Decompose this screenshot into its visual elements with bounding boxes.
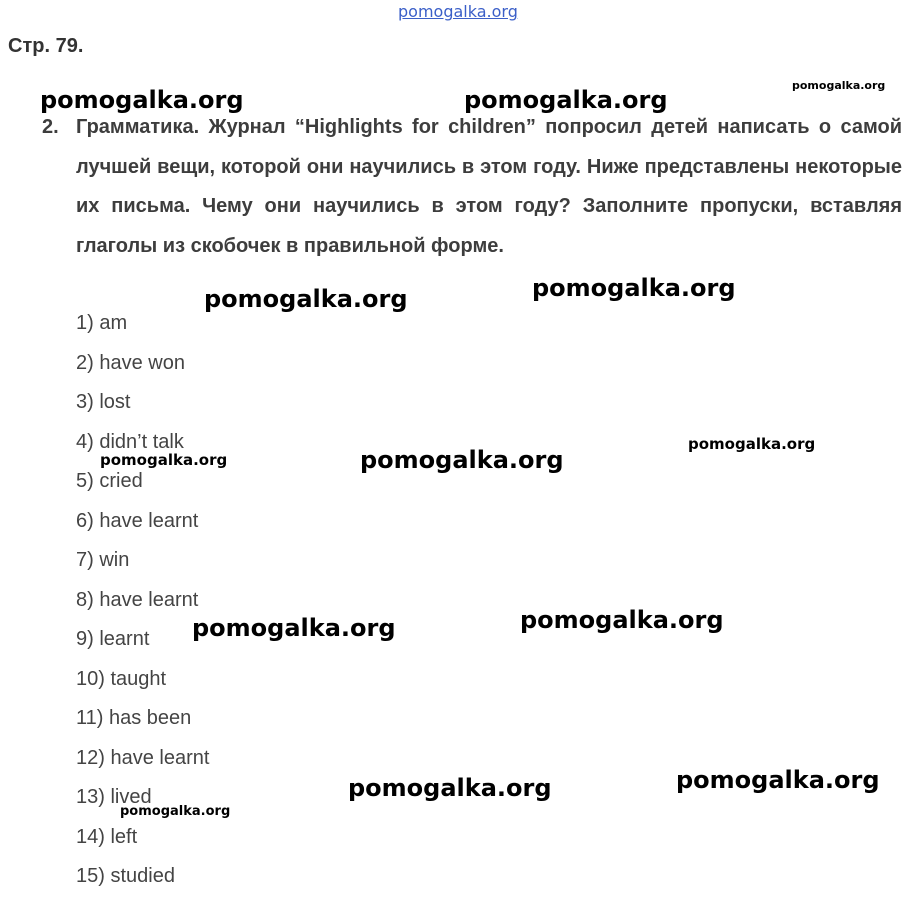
watermark: pomogalka.org	[464, 86, 668, 114]
answer-item: 8) have learnt	[76, 588, 199, 611]
task-number: 2.	[42, 116, 59, 138]
watermark: pomogalka.org	[348, 774, 552, 802]
answer-item: 3) lost	[76, 391, 131, 413]
watermark: pomogalka.org	[100, 451, 228, 469]
watermark: pomogalka.org	[676, 766, 880, 794]
watermark: pomogalka.org	[792, 79, 886, 92]
watermark: pomogalka.org	[688, 435, 816, 453]
task-block	[42, 108, 902, 266]
answer-item: 9) learnt	[76, 628, 150, 650]
answer-item: 14) left	[76, 825, 138, 848]
answer-item: 6) have learnt	[76, 509, 199, 532]
answer-item: 4) didn’t talk	[76, 430, 184, 453]
watermark-link[interactable]: pomogalka.org	[398, 2, 518, 21]
task-instructions: Грамматика. Журнал “Highlights for children” попросил детей написать о самой лучшей вещи, которой они научились в этом году. Ниже представлены некоторые их письма. Чему они научились в этом году? Заполните пропуски, вставляя глаголы из скобочек в правильной форме.	[76, 116, 902, 257]
answer-item: 15) studied	[76, 865, 175, 887]
watermark: pomogalka.org	[532, 274, 736, 302]
answer-item: 10) taught	[76, 667, 167, 690]
answer-item: 5) cried	[76, 470, 143, 492]
watermark: pomogalka.org	[360, 446, 564, 474]
answer-item: 13) lived	[76, 786, 152, 808]
answer-item: 2) have won	[76, 351, 185, 374]
page-number: Стр. 79.	[8, 35, 84, 57]
watermark: pomogalka.org	[40, 86, 244, 114]
answer-item: 1) am	[76, 312, 128, 334]
answer-item: 12) have learnt	[76, 746, 210, 769]
watermark: pomogalka.org	[520, 606, 724, 634]
answer-item: 11) has been	[76, 707, 192, 729]
watermark: pomogalka.org	[120, 804, 231, 819]
watermark: pomogalka.org	[204, 285, 408, 313]
watermark: pomogalka.org	[192, 614, 396, 642]
answer-item: 7) win	[76, 549, 130, 571]
